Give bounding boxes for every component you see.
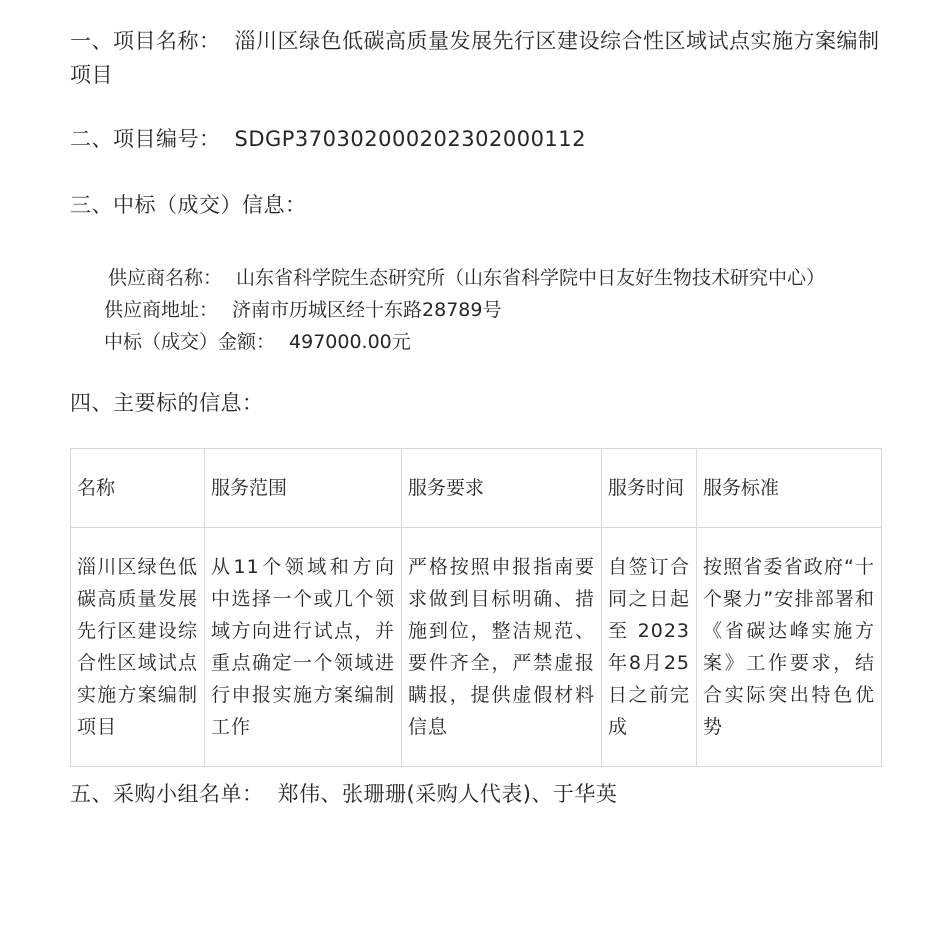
header-standard: 服务标准 xyxy=(697,449,882,528)
header-time: 服务时间 xyxy=(602,449,697,528)
supplier-name-line xyxy=(70,262,882,294)
project-number-value: SDGP370302000202302000112 xyxy=(234,127,587,151)
project-number-label: 二、项目编号： xyxy=(70,127,221,151)
award-amount-line xyxy=(70,326,882,358)
project-name-label: 一、项目名称： xyxy=(70,29,221,53)
table-header-row xyxy=(71,449,882,528)
project-name-line xyxy=(70,24,882,92)
main-items-heading: 四、主要标的信息： xyxy=(70,391,264,415)
main-items-table xyxy=(70,448,882,767)
cell-standard: 按照省委省政府“十个聚力”安排部署和《省碳达峰实施方案》工作要求，结合实际突出特色优势 xyxy=(697,528,882,767)
supplier-address-value: 济南市历城区经十东路28789号 xyxy=(232,299,502,321)
procurement-team-line xyxy=(70,777,882,811)
procurement-team-value: 郑伟、张珊珊(采购人代表)、于华英 xyxy=(277,782,618,806)
supplier-address-line xyxy=(70,294,882,326)
supplier-name-value: 山东省科学院生态研究所（山东省科学院中日友好生物技术研究中心） xyxy=(236,267,826,289)
cell-requirements: 严格按照申报指南要求做到目标明确、措施到位，整洁规范、要件齐全，严禁虚报瞒报，提供虚假材料信息 xyxy=(402,528,602,767)
award-amount-label: 中标（成交）金额： xyxy=(104,331,276,353)
supplier-address-label: 供应商地址： xyxy=(104,299,219,321)
award-info-heading: 三、中标（成交）信息： xyxy=(70,193,307,217)
award-amount-value: 497000.00元 xyxy=(289,331,411,353)
announcement-document xyxy=(70,0,882,811)
header-name: 名称 xyxy=(71,449,205,528)
supplier-name-label: 供应商名称： xyxy=(108,267,223,289)
project-name-value: 淄川区绿色低碳高质量发展先行区建设综合性区域试点实施方案编制项目 xyxy=(70,29,880,87)
cell-scope: 从11个领域和方向中选择一个或几个领域方向进行试点，并重点确定一个领域进行申报实施方案编制工作 xyxy=(205,528,402,767)
table-row xyxy=(71,528,882,767)
header-requirements: 服务要求 xyxy=(402,449,602,528)
project-number-line xyxy=(70,122,882,156)
header-scope: 服务范围 xyxy=(205,449,402,528)
procurement-team-label: 五、采购小组名单： xyxy=(70,782,264,806)
cell-name: 淄川区绿色低碳高质量发展先行区建设综合性区域试点实施方案编制项目 xyxy=(71,528,205,767)
cell-time: 自签订合同之日起至2023年8月25日之前完成 xyxy=(602,528,697,767)
